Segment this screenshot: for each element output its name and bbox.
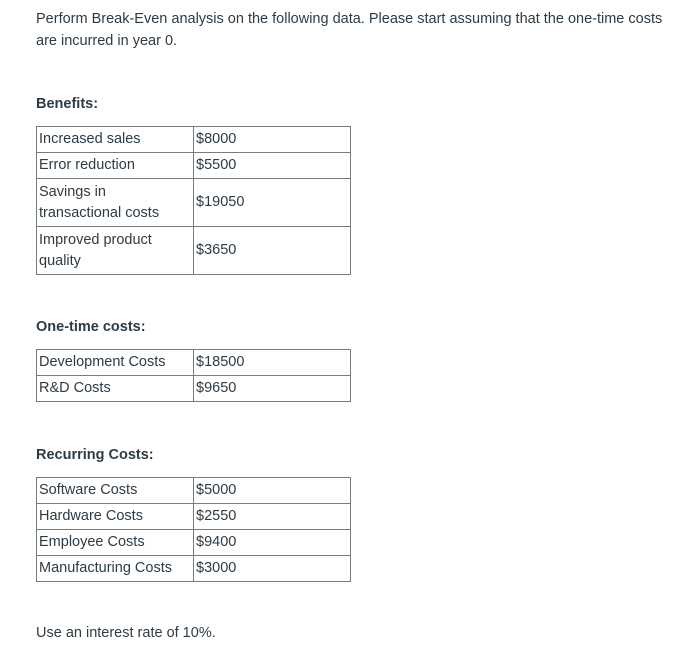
cost-label: Software Costs — [37, 478, 194, 504]
benefit-value: $19050 — [194, 179, 351, 227]
recurring-costs-heading: Recurring Costs: — [36, 447, 154, 463]
benefit-label: Increased sales — [37, 127, 194, 153]
cost-label: R&D Costs — [37, 376, 194, 402]
table-row — [37, 504, 351, 530]
cost-label: Manufacturing Costs — [37, 556, 194, 582]
table-row — [37, 153, 351, 179]
recurring-costs-table — [36, 477, 351, 582]
cost-value: $3000 — [194, 556, 351, 582]
table-row — [37, 376, 351, 402]
cost-value: $9650 — [194, 376, 351, 402]
benefits-table — [36, 126, 351, 275]
cost-value: $9400 — [194, 530, 351, 556]
problem-statement: Perform Break-Even analysis on the following data. Please start assuming that the one-time costs are incurred in year 0. — [36, 11, 663, 49]
benefit-label: Error reduction — [37, 153, 194, 179]
interest-rate-note: Use an interest rate of 10%. — [36, 625, 216, 641]
table-row — [37, 227, 351, 275]
benefit-value: $8000 — [194, 127, 351, 153]
cost-label: Employee Costs — [37, 530, 194, 556]
table-row — [37, 350, 351, 376]
table-row — [37, 530, 351, 556]
table-row — [37, 478, 351, 504]
one-time-costs-table — [36, 349, 351, 402]
table-row — [37, 127, 351, 153]
one-time-costs-heading: One-time costs: — [36, 319, 146, 335]
benefits-heading: Benefits: — [36, 96, 99, 112]
cost-label: Development Costs — [37, 350, 194, 376]
benefit-label: Savings in transactional costs — [37, 179, 194, 227]
table-row — [37, 556, 351, 582]
benefit-value: $5500 — [194, 153, 351, 179]
cost-value: $18500 — [194, 350, 351, 376]
table-row — [37, 179, 351, 227]
benefit-value: $3650 — [194, 227, 351, 275]
benefit-label: Improved product quality — [37, 227, 194, 275]
cost-value: $2550 — [194, 504, 351, 530]
cost-value: $5000 — [194, 478, 351, 504]
cost-label: Hardware Costs — [37, 504, 194, 530]
